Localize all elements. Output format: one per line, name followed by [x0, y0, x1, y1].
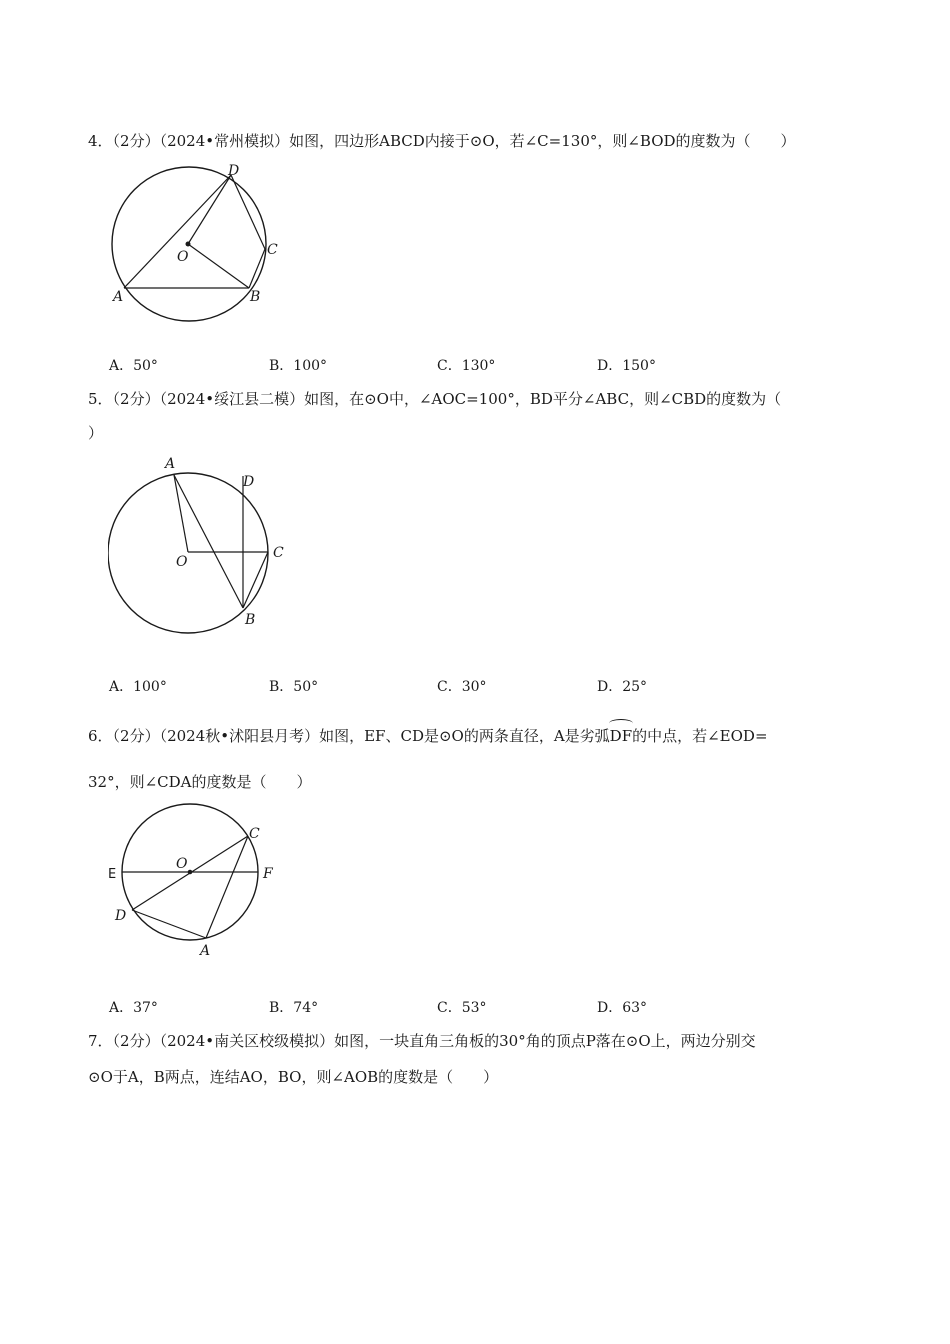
q5-chord-ab — [174, 475, 243, 608]
q6-label-a: A — [200, 943, 211, 959]
q5-option-c[interactable]: C．30° — [437, 679, 487, 695]
q6-option-d[interactable]: D．63° — [597, 1000, 648, 1016]
q6-option-a[interactable]: A．37° — [109, 1000, 158, 1016]
q5-label-c: C — [273, 545, 284, 561]
q4-label-o: O — [177, 249, 189, 265]
q4-label-c: C — [267, 242, 278, 258]
q4-option-d[interactable]: D．150° — [597, 358, 656, 374]
q6-center-dot — [188, 870, 193, 875]
q5-label-d: D — [243, 474, 255, 490]
question-4-figure — [100, 160, 290, 330]
q5-chord-bc — [243, 552, 268, 608]
q6-option-c[interactable]: C．53° — [437, 1000, 487, 1016]
q4-label-a: A — [113, 289, 124, 305]
q5-label-o: O — [176, 554, 188, 570]
q4-label-d: D — [228, 163, 240, 179]
q6-chord-ca — [206, 836, 248, 938]
question-7-text — [88, 1030, 868, 1088]
q5-clip-edge — [100, 450, 108, 635]
question-5-stem: 5．（2分）（2024•绥江县二模）如图，在⊙O中，∠AOC=100°，BD平分∠ABC，则∠CBD的度数为（ — [88, 390, 782, 408]
q4-radius-od — [188, 175, 231, 244]
q4-option-b[interactable]: B．100° — [269, 358, 328, 374]
question-4-text — [88, 130, 868, 152]
question-7-stem-line2: ⊙O于A，B两点，连结AO，BO，则∠AOB的度数是（ ） — [88, 1068, 499, 1086]
q6-label-o: O — [176, 856, 188, 872]
arc-df-label: DF — [609, 727, 633, 745]
question-4-stem: 4．（2分）（2024•常州模拟）如图，四边形ABCD内接于⊙O，若∠C=130°，则∠BOD的度数为（ ） — [88, 132, 796, 150]
question-6-stem-part1: 6．（2分）（2024秋•沭阳县月考）如图，EF、CD是⊙O的两条直径，A是劣弧 — [88, 727, 610, 745]
question-6-figure — [100, 800, 290, 965]
question-5-figure — [100, 450, 300, 635]
q6-option-b[interactable]: B．74° — [269, 1000, 319, 1016]
q4-option-c[interactable]: C．130° — [437, 358, 496, 374]
q5-option-a[interactable]: A．100° — [109, 679, 167, 695]
q4-radius-ob — [188, 244, 249, 288]
q4-option-a[interactable]: A．50° — [109, 358, 158, 374]
q4-center-dot — [186, 242, 191, 247]
question-6-options — [109, 997, 829, 1017]
q5-label-b: B — [245, 612, 256, 628]
q6-label-d: D — [115, 908, 127, 924]
q5-option-b[interactable]: B．50° — [269, 679, 319, 695]
q5-radius-oa — [174, 475, 188, 552]
question-5-stem-line2: ） — [88, 424, 104, 442]
q6-chord-da — [132, 910, 206, 938]
question-5-options — [109, 676, 829, 696]
question-4-options — [109, 355, 829, 375]
q4-side-dc — [231, 175, 265, 249]
question-6-stem-part2: 的中点，若∠EOD= — [632, 727, 768, 745]
q6-label-e: E — [108, 867, 117, 882]
q6-label-c: C — [249, 826, 260, 842]
q5-option-d[interactable]: D．25° — [597, 679, 648, 695]
question-5-text — [88, 388, 868, 444]
q4-label-b: B — [250, 289, 261, 305]
q4-side-ad — [124, 175, 231, 288]
question-6-stem-line2: 32°，则∠CDA的度数是（ ） — [88, 773, 312, 791]
q5-circle — [108, 473, 268, 633]
question-6-text — [88, 725, 868, 793]
q5-label-a: A — [165, 456, 176, 472]
q6-label-f: F — [263, 866, 273, 882]
question-7-stem: 7．（2分）（2024•南关区校级模拟）如图，一块直角三角板的30°角的顶点P落在⊙O上，两边分别交 — [88, 1032, 756, 1050]
